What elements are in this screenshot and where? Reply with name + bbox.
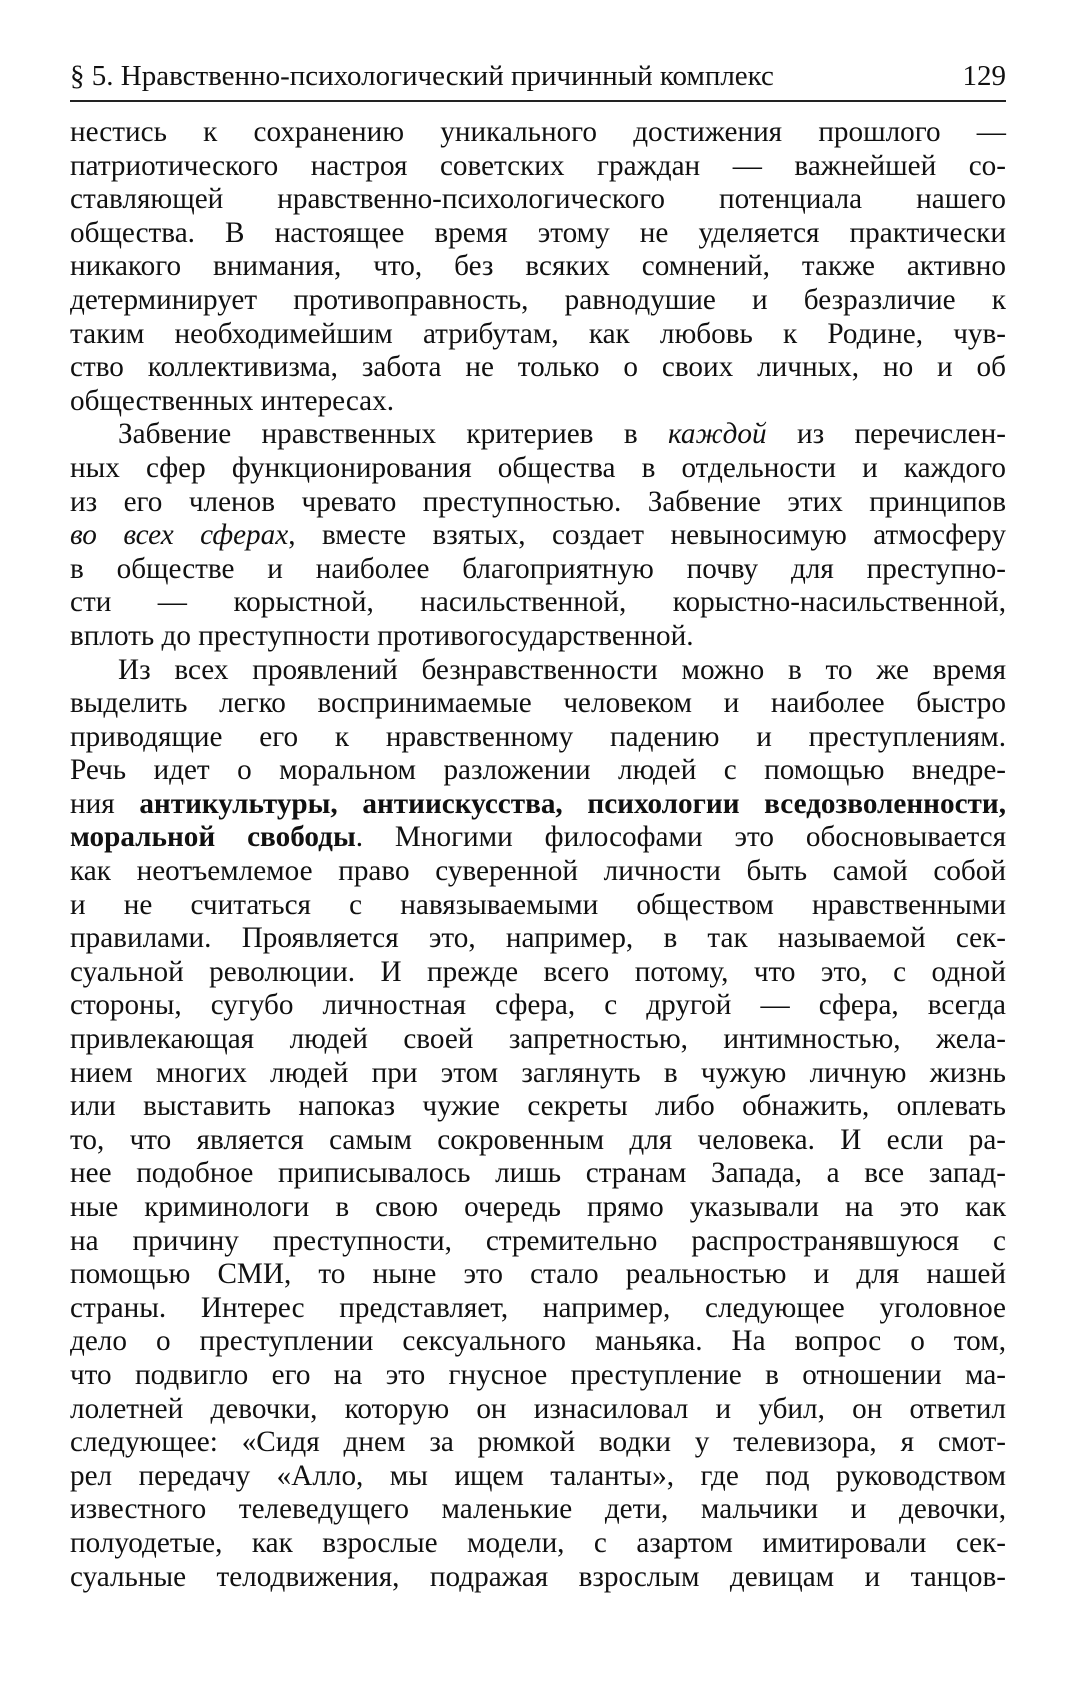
text-line: как неотъемлемое право суверенной личности быть самой собой [70,855,1006,888]
paragraph-1 [70,116,1006,418]
text-line: сти — корыстной, насильственной, корыстно-насильственной, [70,586,1006,619]
text-line: суальной революции. И прежде всего потому, что это, с одной [70,955,1006,988]
text-run: Забвение нравственных критериев в [118,418,668,451]
paragraph-2 [70,418,1006,653]
text-line [70,821,1006,855]
text-line: полуодетые, как взрослые модели, с азартом имитировали сек- [70,1526,1006,1559]
text-run: ния [70,787,140,820]
text-line: дело о преступлении сексуального маньяка. На вопрос о том, [70,1325,1006,1358]
text-line: помощью СМИ, то ныне это стало реальностью и для нашей [70,1258,1006,1291]
text-line: выделить легко воспринимаемые человеком и наиболее быстро [70,687,1006,720]
text-line: ные криминологи в свою очередь прямо указывали на это как [70,1191,1006,1223]
text-line: в обществе и наиболее благоприятную почву для преступно- [70,552,1006,585]
book-page [70,58,1006,1594]
page-number: 129 [962,60,1006,92]
text-line: нестись к сохранению уникального достижения прошлого — [70,116,1006,148]
text-line: правилами. Проявляется это, например, в так называемой сек- [70,922,1006,955]
text-line: ных сфер функционирования общества в отдельности и каждого [70,451,1006,484]
text-line [70,519,1006,553]
text-line: страны. Интерес представляет, например, следующее уголовное [70,1291,1006,1324]
text-line: или выставить напоказ чужие секреты либо обнажить, оплевать [70,1090,1006,1123]
text-line: ставляющей нравственно-психологического потенциала нашего [70,183,1006,216]
text-line: общественных интересах. [70,384,394,417]
text-line: из его членов чревато преступностью. Забвение этих принципов [70,485,1006,518]
text-line: что подвигло его на это гнусное преступление в отношении ма- [70,1358,1006,1391]
text-line: привлекающая людей своей запретностью, интимностью, жела- [70,1023,1006,1056]
bold-text: антикультуры, антиискусства, психологии вседозволенности, [139,787,1006,820]
text-line: таким необходимейшим атрибутам, как любовь к Родине, чув- [70,317,1006,350]
text-line: следующее: «Сидя днем за рюмкой водки у телевизора, я смот- [70,1426,1006,1459]
text-line: нием многих людей при этом заглянуть в чужую личную жизнь [70,1056,1006,1089]
paragraph-3 [70,654,1006,1595]
running-head [70,58,1006,102]
emphasis-text: каждой [667,418,767,451]
chapter-title: § 5. Нравственно-психологический причинный комплекс [70,60,774,92]
text-line: стороны, сугубо личностная сфера, с другой — сфера, всегда [70,989,1006,1022]
text-line: на причину преступности, стремительно распространявшуюся с [70,1224,1006,1257]
text-line: ство коллективизма, забота не только о своих личных, но и об [70,351,1006,384]
text-line: никакого внимания, что, без всяких сомнений, также активно [70,250,1006,283]
text-run: , вместе взятых, создает невыносимую атмосферу [288,519,1006,552]
text-run: . Многими философами это обосновывается [355,821,1006,854]
text-line [70,788,1006,822]
text-line: нее подобное приписывалось лишь странам Запада, а все запад- [70,1157,1006,1190]
text-line: известного телеведущего маленькие дети, мальчики и девочки, [70,1493,1006,1526]
text-line: рел передачу «Алло, мы ищем таланты», где под руководством [70,1459,1006,1492]
text-line: Речь идет о моральном разложении людей с помощью внедре- [70,754,1006,787]
text-line: патриотического настроя советских граждан — важнейшей со- [70,149,1006,182]
text-line: и не считаться с навязываемыми обществом нравственными [70,888,1006,921]
body-text [70,116,1006,1594]
text-line: общества. В настоящее время этому не уделяется практически [70,216,1006,249]
text-line: приводящие его к нравственному падению и преступлениям. [70,720,1006,753]
text-run: из перечислен- [766,418,1006,451]
text-line [70,418,1006,452]
text-line: то, что является самым сокровенным для человека. И если ра- [70,1123,1006,1156]
text-line: лолетней девочки, которую он изнасиловал и убил, он ответил [70,1392,1006,1425]
text-line: вплоть до преступности противогосударственной. [70,619,694,652]
text-line: суальные телодвижения, подражая взрослым девицам и танцов- [70,1560,1006,1593]
text-line: Из всех проявлений безнравственности можно в то же время [118,653,1006,686]
text-line: детерминирует противоправность, равнодушие и безразличие к [70,283,1006,316]
emphasis-text: во всех сферах [70,519,289,552]
bold-text: моральной свободы [70,821,356,854]
